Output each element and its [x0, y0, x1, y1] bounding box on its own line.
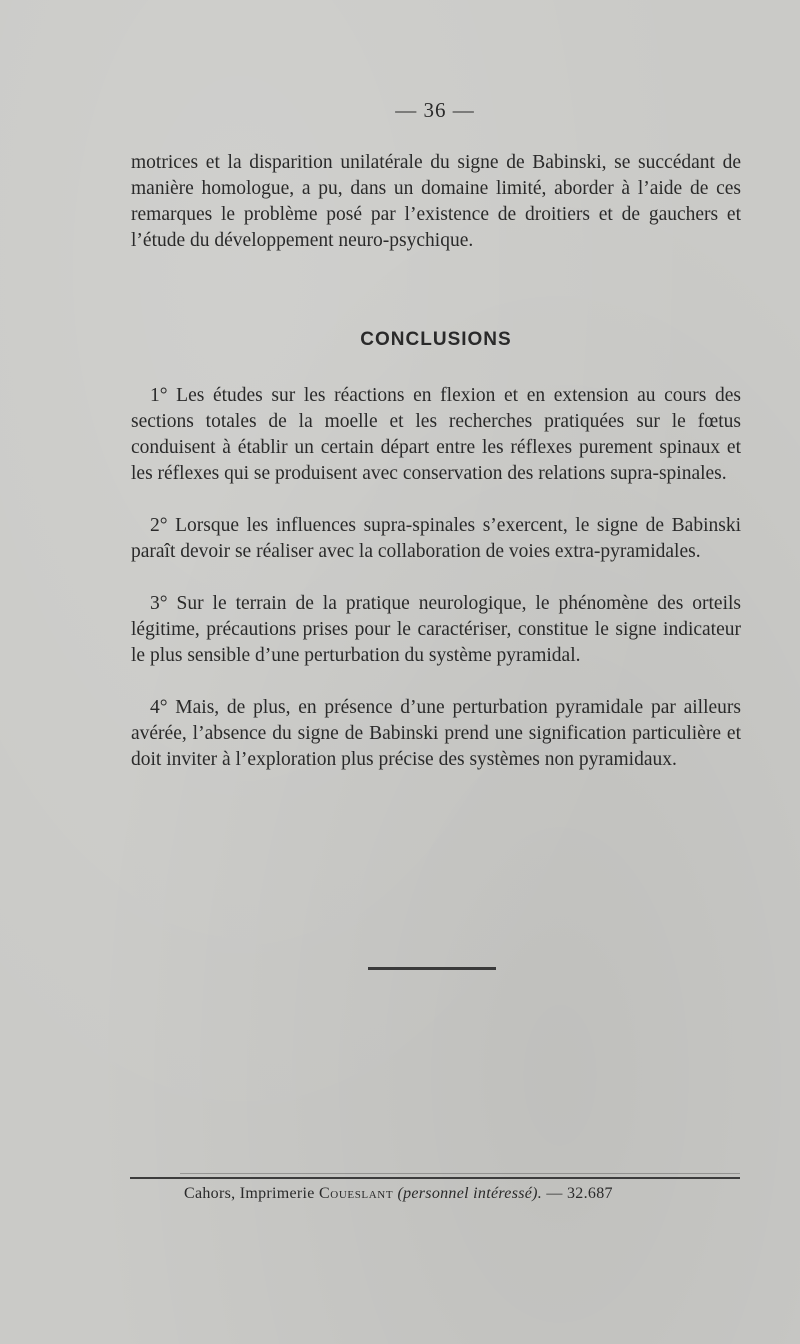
imprint-job-number: — 32.687 — [546, 1185, 613, 1202]
imprint-note: (personnel intéressé). — [397, 1185, 543, 1202]
section-divider — [368, 967, 496, 970]
conclusions-heading: CONCLUSIONS — [360, 329, 512, 350]
conclusion-3: 3° Sur le terrain de la pratique neurologique, le phénomène des orteils légitime, précautions prises pour le caractériser, constitue le signe indicateur le plus sensible d’une perturbation du système pyramidal. — [131, 593, 741, 666]
footer-rule-faint — [180, 1173, 740, 1174]
imprint-city-printer: Cahors, Imprimerie — [184, 1185, 315, 1202]
conclusion-2: 2° Lorsque les influences supra-spinales s’exercent, le signe de Babinski paraît devoir se réaliser avec la collaboration de voies extra-pyramidales. — [131, 515, 741, 562]
imprint-printer-name: Coueslant — [319, 1185, 394, 1202]
intro-paragraph: motrices et la disparition unilatérale du signe de Babinski, se succédant de manière homologue, a pu, dans un domaine limité, aborder à l’aide de ces remarques le problème posé par l’existence de droitiers et de gauchers et l’étude du développement neuro-psychique. — [131, 152, 741, 251]
printer-imprint — [184, 1185, 613, 1203]
conclusion-4: 4° Mais, de plus, en présence d’une perturbation pyramidale par ailleurs avérée, l’absence du signe de Babinski prend une signification particulière et doit inviter à l’exploration plus précise des systèmes non pyramidaux. — [131, 697, 741, 770]
conclusion-1: 1° Les études sur les réactions en flexion et en extension au cours des sections totales de la moelle et les recherches pratiquées sur le fœtus conduisent à établir un certain départ entre les réflexes purement spinaux et les réflexes qui se produisent avec conservation des relations supra-spinales. — [131, 385, 741, 484]
footer-rule — [130, 1177, 740, 1179]
page-number: — 36 — — [395, 98, 475, 122]
